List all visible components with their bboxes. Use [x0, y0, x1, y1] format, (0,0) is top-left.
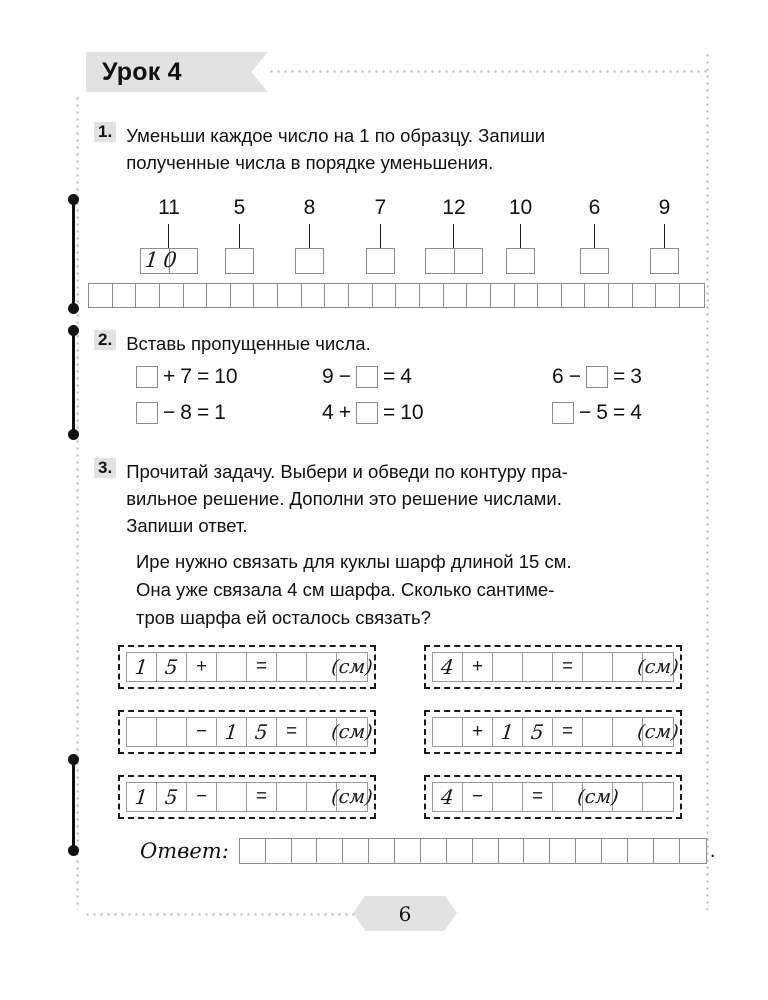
task-1-line-2: полученные числа в порядке уменьшения.	[126, 152, 494, 173]
answer-box[interactable]	[225, 248, 254, 274]
strip-cell[interactable]	[628, 839, 654, 863]
option-cell[interactable]	[493, 653, 523, 681]
answer-label: Ответ:	[140, 839, 229, 863]
strip-cell[interactable]	[444, 284, 468, 307]
strip-cell[interactable]	[680, 839, 706, 863]
stem-line	[594, 224, 595, 248]
stem-line	[664, 224, 665, 248]
number-label: 8	[303, 196, 316, 219]
op: −	[338, 365, 351, 388]
margin-marker-dot	[68, 845, 79, 856]
option-cell-operator[interactable]	[463, 653, 493, 681]
equation-input-box[interactable]	[136, 402, 158, 424]
option-cell-operator[interactable]	[187, 653, 217, 681]
solution-option[interactable]	[118, 775, 376, 819]
lesson-banner	[86, 52, 251, 92]
option-cell-equals[interactable]	[523, 783, 553, 811]
strip-cell[interactable]	[421, 839, 447, 863]
task-3-word-problem	[136, 548, 706, 632]
solution-option[interactable]	[424, 710, 682, 754]
task-3-line-1: Прочитай задачу. Выбери и обведи по контуру пра-	[126, 461, 568, 482]
answer-box[interactable]	[295, 248, 324, 274]
number-label: 5	[233, 196, 246, 219]
strip-cell[interactable]	[302, 284, 326, 307]
answer-box[interactable]	[140, 248, 198, 274]
cell-text: −	[471, 786, 484, 807]
equation-input-box[interactable]	[356, 402, 378, 424]
strip-cell[interactable]	[278, 284, 302, 307]
strip-cell[interactable]	[325, 284, 349, 307]
margin-marker-bar	[72, 760, 75, 850]
answer-row	[140, 838, 716, 864]
task-3-text	[126, 458, 568, 539]
option-grid	[432, 652, 680, 682]
answer-period: .	[709, 839, 716, 862]
number-label: 11	[158, 196, 180, 219]
cell-text: (см)	[575, 786, 620, 808]
cell-text: 4	[439, 655, 456, 679]
strip-cell[interactable]	[447, 839, 473, 863]
margin-marker-dot	[68, 303, 79, 314]
option-cell[interactable]	[277, 653, 307, 681]
strip-cell[interactable]	[89, 284, 113, 307]
page-number: 6	[398, 901, 412, 926]
left-dotted-rule	[76, 95, 79, 910]
option-grid	[432, 782, 674, 812]
option-grid	[432, 717, 680, 747]
cell-text: =	[255, 656, 268, 677]
op: −	[579, 401, 592, 424]
option-cell[interactable]	[277, 783, 307, 811]
option-cell-unit	[636, 718, 680, 746]
cell-text: −	[195, 721, 208, 742]
strip-cell[interactable]	[231, 284, 255, 307]
task-2-text: Вставь пропущенные числа.	[126, 333, 371, 354]
cell-text: −	[195, 786, 208, 807]
strip-cell[interactable]	[184, 284, 208, 307]
cell-text: (см)	[330, 786, 374, 808]
cell-text: (см)	[636, 721, 680, 743]
option-cell-equals[interactable]	[277, 718, 307, 746]
option-cell[interactable]	[493, 718, 523, 746]
option-cell-operator[interactable]	[463, 718, 493, 746]
header-dotted-rule	[268, 70, 708, 73]
option-cell[interactable]	[493, 783, 523, 811]
cell-text: =	[561, 721, 574, 742]
equation	[136, 366, 238, 388]
task-2	[94, 330, 704, 357]
result: 10	[214, 365, 238, 388]
equation	[322, 366, 412, 388]
op: −	[568, 365, 581, 388]
op: +	[163, 365, 176, 388]
cell-text: 5	[163, 785, 180, 809]
task-2-number: 2.	[94, 330, 116, 350]
solution-option[interactable]	[118, 710, 376, 754]
strip-cell[interactable]	[292, 839, 318, 863]
option-cell[interactable]	[583, 653, 613, 681]
op: −	[163, 401, 176, 424]
answer-box[interactable]	[580, 248, 609, 274]
cell-text: 5	[163, 655, 180, 679]
option-cell-unit	[330, 653, 374, 681]
option-cell[interactable]	[127, 783, 157, 811]
stem-line	[168, 224, 169, 248]
page-number-badge	[365, 896, 445, 931]
eq-sign: =	[382, 365, 396, 388]
strip-cell[interactable]	[633, 284, 657, 307]
strip-cell[interactable]	[602, 839, 628, 863]
stem-line	[453, 224, 454, 248]
strip-cell[interactable]	[207, 284, 231, 307]
cell-text: (см)	[330, 656, 374, 678]
strip-cell[interactable]	[585, 284, 609, 307]
task-3-line-2: вильное решение. Дополни это решение числами.	[126, 488, 562, 509]
right-dotted-rule	[706, 52, 709, 910]
option-cell-equals[interactable]	[553, 653, 583, 681]
footer-dotted-rule	[84, 913, 364, 916]
equation-input-box[interactable]	[552, 402, 574, 424]
answer-box[interactable]	[650, 248, 679, 274]
option-grid	[126, 782, 374, 812]
num: 5	[596, 401, 608, 424]
problem-line-3: тров шарфа ей осталось связать?	[136, 607, 431, 628]
option-cell[interactable]	[583, 718, 613, 746]
num: 4	[322, 401, 334, 424]
result: 3	[630, 365, 642, 388]
strip-cell[interactable]	[113, 284, 137, 307]
task-3-number: 3.	[94, 458, 116, 478]
cell-text: +	[471, 721, 484, 742]
option-cell-unit	[636, 653, 680, 681]
cell-text: =	[531, 786, 544, 807]
cell-text: 1	[133, 655, 150, 679]
option-cell-equals[interactable]	[247, 653, 277, 681]
margin-marker-bar	[72, 200, 75, 308]
strip-cell[interactable]	[473, 839, 499, 863]
cell-text: =	[285, 721, 298, 742]
task-1-number: 1.	[94, 122, 116, 142]
option-grid	[126, 717, 374, 747]
strip-cell[interactable]	[550, 839, 576, 863]
number-box-row	[140, 196, 700, 274]
strip-cell[interactable]	[254, 284, 278, 307]
task-1-writing-strip[interactable]	[88, 283, 705, 308]
answer-box[interactable]	[506, 248, 535, 274]
task-3-line-3: Запиши ответ.	[126, 515, 248, 536]
task-1-line-1: Уменьши каждое число на 1 по образцу. Запиши	[126, 125, 546, 146]
stem-line	[380, 224, 381, 248]
num: 8	[180, 401, 192, 424]
option-cell[interactable]	[643, 783, 673, 811]
strip-cell[interactable]	[656, 284, 680, 307]
option-cell[interactable]	[157, 783, 187, 811]
cell-text: 4	[439, 785, 456, 809]
solution-option[interactable]	[118, 645, 376, 689]
equation	[136, 402, 226, 424]
strip-cell[interactable]	[343, 839, 369, 863]
strip-cell[interactable]	[467, 284, 491, 307]
option-cell-equals[interactable]	[247, 783, 277, 811]
margin-marker-bar	[72, 331, 75, 434]
task-3	[94, 458, 704, 539]
strip-cell[interactable]	[562, 284, 586, 307]
number-label: 12	[442, 196, 466, 219]
option-cell-operator[interactable]	[187, 783, 217, 811]
result: 1	[214, 401, 226, 424]
option-cell[interactable]	[523, 718, 553, 746]
num: 6	[552, 365, 564, 388]
option-cell[interactable]	[247, 718, 277, 746]
equation-input-box[interactable]	[586, 366, 608, 388]
cell-text: =	[255, 786, 268, 807]
strip-cell[interactable]	[395, 839, 421, 863]
strip-cell[interactable]	[396, 284, 420, 307]
task-1-text	[126, 122, 545, 176]
strip-cell[interactable]	[576, 839, 602, 863]
strip-cell[interactable]	[680, 284, 704, 307]
stem-line	[309, 224, 310, 248]
option-cell[interactable]	[523, 653, 553, 681]
option-cell[interactable]	[157, 718, 187, 746]
solution-option[interactable]	[424, 775, 682, 819]
number-label: 7	[374, 196, 387, 219]
option-cell[interactable]	[217, 653, 247, 681]
answer-box[interactable]	[425, 248, 483, 274]
strip-cell[interactable]	[538, 284, 562, 307]
strip-cell[interactable]	[266, 839, 292, 863]
op: +	[338, 401, 351, 424]
task-1	[94, 122, 704, 176]
eq-sign: =	[196, 401, 210, 424]
banner-arrow	[251, 52, 268, 92]
option-cell-unit	[330, 718, 374, 746]
option-cell[interactable]	[157, 653, 187, 681]
option-cell-operator[interactable]	[463, 783, 493, 811]
stem-line	[239, 224, 240, 248]
option-cell[interactable]	[433, 783, 463, 811]
cell-text: 5	[529, 720, 546, 744]
problem-line-2: Она уже связала 4 см шарфа. Сколько сантиме-	[136, 579, 555, 600]
strip-cell[interactable]	[369, 839, 395, 863]
lesson-title: Урок 4	[102, 57, 182, 86]
equation	[322, 402, 424, 424]
cell-text: (см)	[636, 656, 680, 678]
equation-input-box[interactable]	[136, 366, 158, 388]
cell-text: 1	[499, 720, 516, 744]
cell-text: +	[195, 656, 208, 677]
option-cell[interactable]	[127, 653, 157, 681]
result: 10	[400, 401, 424, 424]
strip-cell[interactable]	[609, 284, 633, 307]
solution-option[interactable]	[424, 645, 682, 689]
num: 9	[322, 365, 334, 388]
cell-text: 5	[253, 720, 270, 744]
cell-text: +	[471, 656, 484, 677]
eq-sign: =	[196, 365, 210, 388]
equation	[552, 402, 642, 424]
number-label: 9	[658, 196, 671, 219]
option-cell-unit	[575, 783, 620, 811]
option-cell[interactable]	[217, 783, 247, 811]
strip-cell[interactable]	[349, 284, 373, 307]
result: 4	[400, 365, 412, 388]
strip-cell[interactable]	[317, 839, 343, 863]
answer-box[interactable]	[366, 248, 395, 274]
sample-answer: 10	[143, 248, 183, 272]
strip-cell[interactable]	[491, 284, 515, 307]
eq-sign: =	[382, 401, 396, 424]
strip-cell[interactable]	[240, 839, 266, 863]
strip-cell[interactable]	[515, 284, 539, 307]
cell-text: 1	[133, 785, 150, 809]
cell-text: =	[561, 656, 574, 677]
num: 7	[180, 365, 192, 388]
option-cell-operator[interactable]	[187, 718, 217, 746]
option-cell[interactable]	[433, 718, 463, 746]
strip-cell[interactable]	[524, 839, 550, 863]
eq-sign: =	[612, 401, 626, 424]
result: 4	[630, 401, 642, 424]
option-grid	[126, 652, 374, 682]
option-cell[interactable]	[217, 718, 247, 746]
strip-cell[interactable]	[499, 839, 525, 863]
option-cell[interactable]	[613, 783, 643, 811]
number-label: 6	[588, 196, 601, 219]
option-cell-equals[interactable]	[553, 718, 583, 746]
strip-cell[interactable]	[136, 284, 160, 307]
problem-line-1: Ире нужно связать для куклы шарф длиной 15 см.	[136, 551, 572, 572]
cell-text: (см)	[330, 721, 374, 743]
number-label: 10	[508, 196, 533, 219]
margin-marker-dot	[68, 429, 79, 440]
strip-cell[interactable]	[373, 284, 397, 307]
box-divider	[454, 249, 455, 273]
cell-text: 1	[223, 720, 240, 744]
equation-input-box[interactable]	[356, 366, 378, 388]
answer-writing-strip[interactable]	[239, 838, 707, 864]
equation	[552, 366, 642, 388]
option-cell[interactable]	[433, 653, 463, 681]
option-cell[interactable]	[127, 718, 157, 746]
option-cell-unit	[330, 783, 374, 811]
strip-cell[interactable]	[420, 284, 444, 307]
strip-cell[interactable]	[160, 284, 184, 307]
strip-cell[interactable]	[654, 839, 680, 863]
eq-sign: =	[612, 365, 626, 388]
stem-line	[520, 224, 521, 248]
